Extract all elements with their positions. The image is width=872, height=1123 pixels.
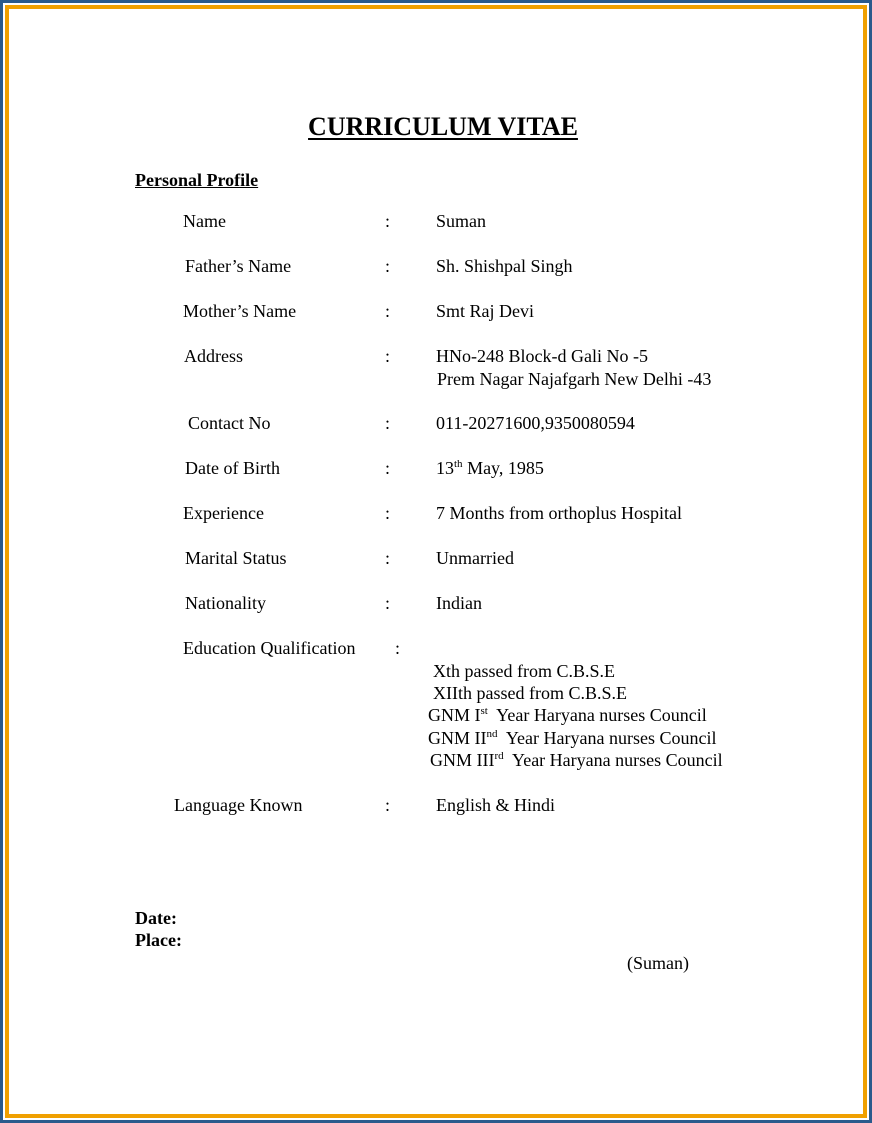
colon-nationality: : [385, 593, 391, 613]
label-name: Name [183, 211, 226, 231]
colon-name: : [385, 211, 391, 231]
value-nationality: Indian [436, 593, 482, 613]
document-title: CURRICULUM VITAE [308, 112, 578, 141]
value-contact: 011-20271600,9350080594 [436, 413, 635, 433]
value-marital-status: Unmarried [436, 548, 514, 568]
dob-rest: May, 1985 [462, 458, 544, 478]
value-mother-name: Smt Raj Devi [436, 301, 534, 321]
label-education: Education Qualification [183, 638, 356, 658]
education-item-2: XIIth passed from C.B.S.E [433, 683, 627, 703]
education-item-4: GNM IInd Year Haryana nurses Council [428, 728, 717, 748]
colon-dob: : [385, 458, 391, 478]
label-language: Language Known [174, 795, 303, 815]
colon-marital-status: : [385, 548, 391, 568]
colon-experience: : [385, 503, 391, 523]
value-experience: 7 Months from orthoplus Hospital [436, 503, 682, 523]
dob-day: 13 [436, 458, 454, 478]
colon-language: : [385, 795, 391, 815]
label-dob: Date of Birth [185, 458, 280, 478]
label-contact: Contact No [188, 413, 271, 433]
section-heading-personal-profile: Personal Profile [135, 170, 259, 190]
dob-day-suffix: th [454, 458, 463, 470]
value-dob [436, 457, 544, 479]
signature-name: (Suman) [627, 953, 689, 973]
label-address: Address [184, 346, 243, 366]
label-father-name: Father’s Name [185, 256, 292, 276]
education-item-1: Xth passed from C.B.S.E [433, 661, 615, 681]
colon-mother-name: : [385, 301, 391, 321]
colon-education: : [395, 638, 401, 658]
place-label: Place: [135, 930, 182, 950]
date-label: Date: [135, 908, 177, 928]
label-nationality: Nationality [185, 593, 266, 613]
value-address-line1: HNo-248 Block-d Gali No -5 [436, 346, 648, 366]
label-experience: Experience [183, 503, 264, 523]
colon-address: : [385, 346, 391, 366]
label-mother-name: Mother’s Name [183, 301, 297, 321]
value-name: Suman [436, 211, 487, 231]
colon-father-name: : [385, 256, 391, 276]
education-item-3: GNM Ist Year Haryana nurses Council [428, 705, 707, 725]
label-marital-status: Marital Status [185, 548, 287, 568]
value-father-name: Sh. Shishpal Singh [436, 256, 573, 276]
value-language: English & Hindi [436, 795, 556, 815]
education-item-5: GNM IIIrd Year Haryana nurses Council [430, 750, 723, 770]
value-address-line2: Prem Nagar Najafgarh New Delhi -43 [437, 369, 712, 389]
colon-contact: : [385, 413, 391, 433]
